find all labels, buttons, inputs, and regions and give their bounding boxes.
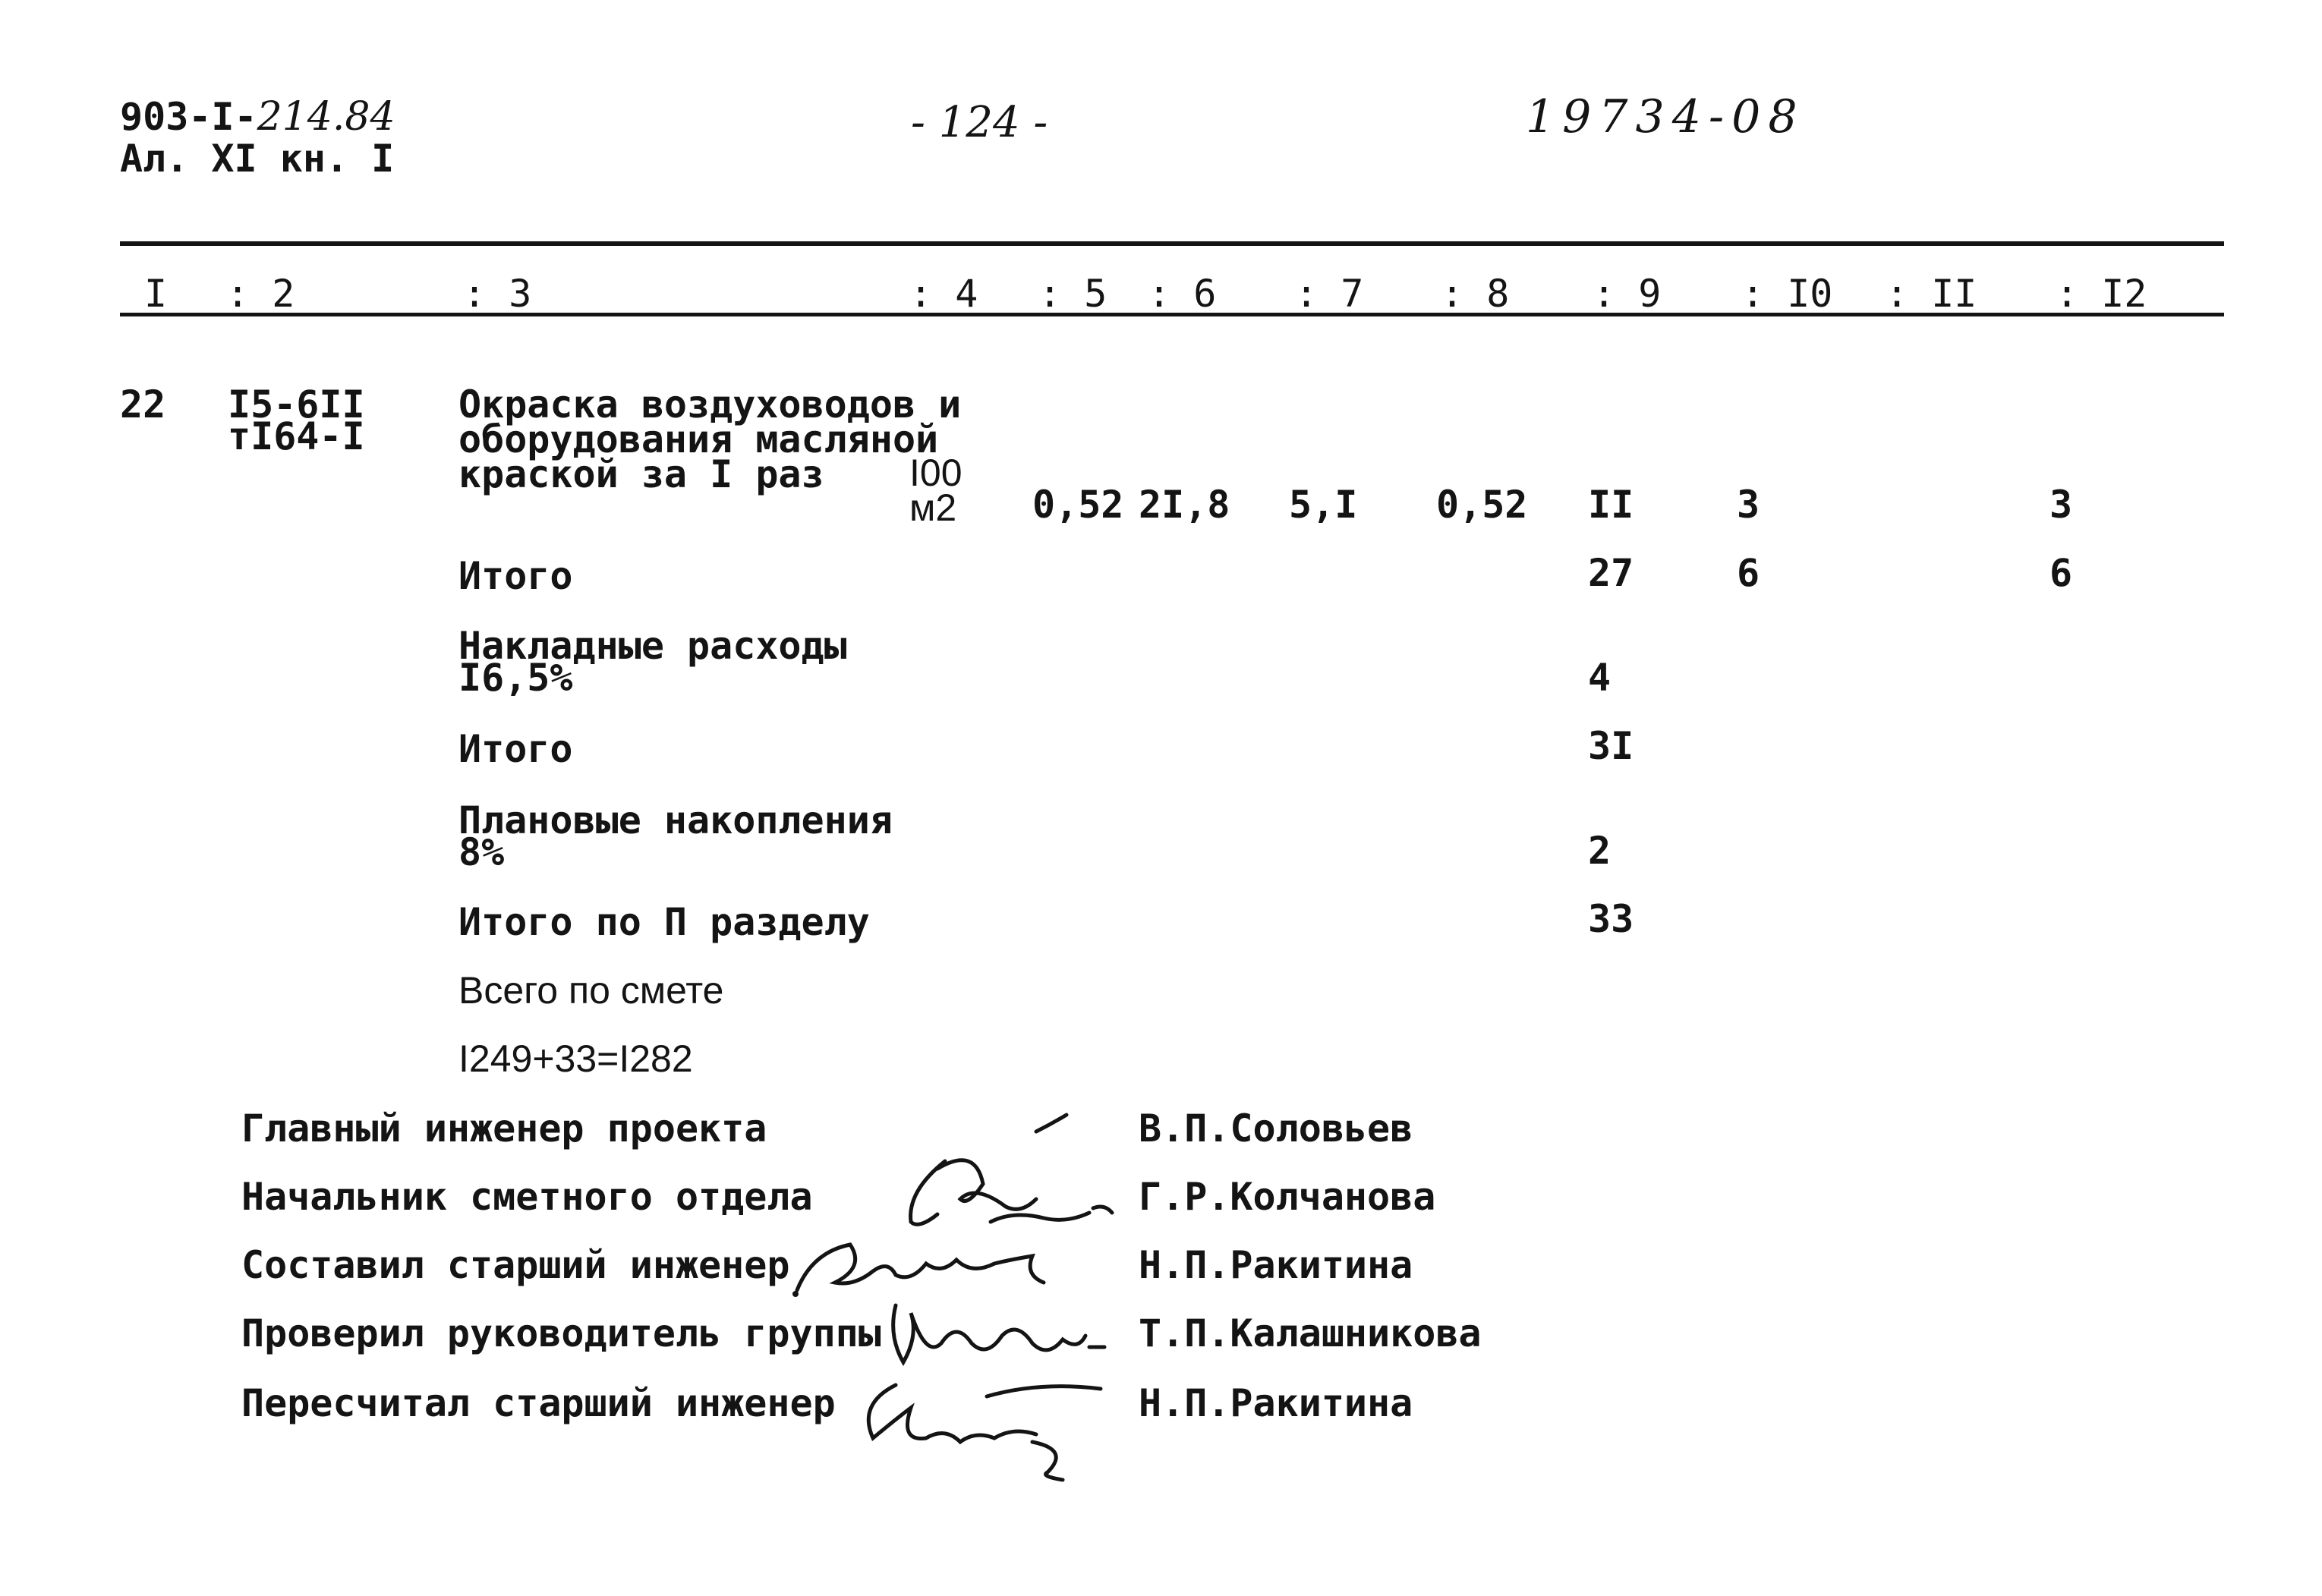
- signatory-name: Н.П.Ракитина: [1139, 1381, 1413, 1425]
- col-marker-2: : 2: [226, 272, 295, 316]
- col-marker-4: : 4: [909, 272, 978, 316]
- summary-col9: 27: [1588, 551, 1634, 595]
- summary-label-line1: Накладные расходы: [458, 624, 847, 668]
- summary-col9: 3I: [1588, 724, 1634, 768]
- item-number: 22: [120, 382, 166, 427]
- item-quantity: 0,52: [1032, 483, 1124, 527]
- item-col6: 2I,8: [1139, 483, 1230, 527]
- col-marker-9: : 9: [1593, 272, 1662, 316]
- item-code-line2: тI64-I: [228, 414, 365, 458]
- doc-code-prefix: 903-I-: [120, 95, 257, 139]
- signatory-role: Составил старший инженер: [241, 1243, 790, 1287]
- signatory-name: В.П.Соловьев: [1139, 1106, 1413, 1151]
- item-code-line1: I5-6II: [228, 382, 365, 427]
- signatory-name: Г.Р.Колчанова: [1139, 1175, 1436, 1219]
- item-col9: II: [1588, 483, 1634, 527]
- summary-label: Итого: [458, 554, 573, 598]
- signatory-name: Н.П.Ракитина: [1139, 1243, 1413, 1287]
- col-marker-8: : 8: [1441, 272, 1510, 316]
- signatory-role: Проверил руководитель группы: [241, 1311, 881, 1355]
- doc-code-handwritten: 214.84: [257, 94, 395, 140]
- col-marker-12: : I2: [2056, 272, 2147, 316]
- col-marker-6: : 6: [1148, 272, 1217, 316]
- signatory-name: Т.П.Калашникова: [1139, 1311, 1482, 1355]
- item-unit-line2: м2: [909, 486, 957, 529]
- summary-col10: 6: [1737, 551, 1760, 595]
- page-number: - 124 -: [911, 98, 1048, 147]
- signatory-role: Пересчитал старший инженер: [241, 1381, 836, 1425]
- col-marker-7: : 7: [1295, 272, 1364, 316]
- signatory-role: Главный инженер проекта: [241, 1106, 767, 1151]
- summary-label-line1: Плановые накопления: [458, 798, 893, 842]
- summary-col9: 2: [1588, 829, 1612, 873]
- col-marker-10: : I0: [1741, 272, 1833, 316]
- item-col8: 0,52: [1436, 483, 1528, 527]
- signatory-role: Начальник сметного отдела: [241, 1175, 813, 1219]
- summary-label-line2: I6,5%: [458, 656, 573, 700]
- summary-formula: I249+33=I282: [458, 1037, 693, 1080]
- item-description-line3: краской за I раз: [458, 452, 824, 496]
- inventory-number: 19734-08: [1526, 90, 1805, 143]
- item-description-line2: оборудования масляной: [458, 417, 939, 461]
- item-col7: 5,I: [1289, 483, 1358, 527]
- summary-label: Итого по П разделу: [458, 900, 870, 944]
- item-col12: 3: [2049, 483, 2073, 527]
- album-book: Ал. XI кн. I: [120, 137, 395, 181]
- summary-col9: 33: [1588, 897, 1634, 941]
- col-marker-5: : 5: [1038, 272, 1107, 316]
- summary-label-line2: 8%: [458, 830, 505, 874]
- summary-label: Итого: [458, 727, 573, 771]
- summary-col9: 4: [1588, 656, 1612, 700]
- col-marker-1: I: [144, 272, 168, 316]
- signature-mark-recalculator: [843, 1366, 1116, 1489]
- item-description-line1: Окраска воздуховодов и: [458, 382, 962, 427]
- col-marker-11: : II: [1886, 272, 1977, 316]
- item-unit-line1: I00: [909, 452, 963, 494]
- summary-col12: 6: [2049, 551, 2073, 595]
- summary-label: Всего по смете: [458, 969, 724, 1012]
- col-marker-3: : 3: [463, 272, 532, 316]
- item-col10: 3: [1737, 483, 1760, 527]
